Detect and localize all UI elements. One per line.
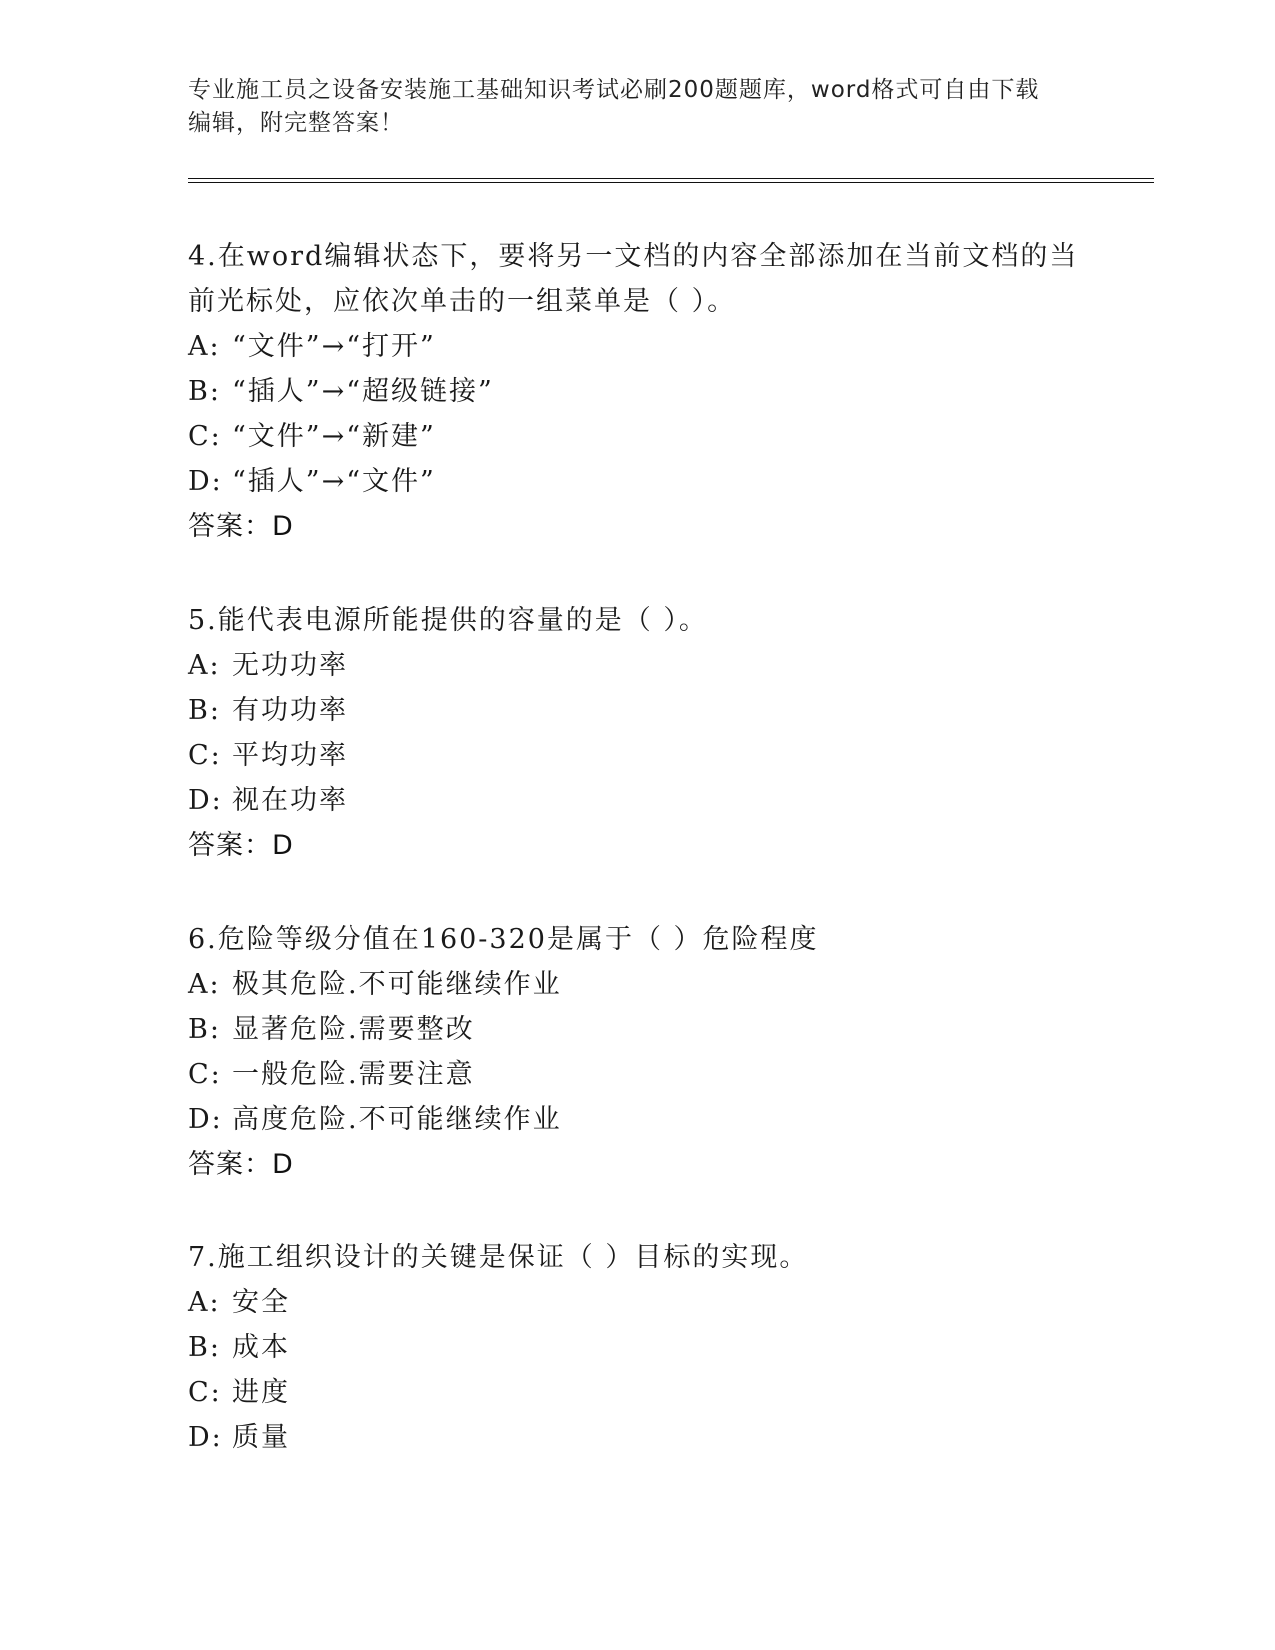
option-text: “文件”→“打开” (232, 331, 436, 362)
option-key: A: (188, 1287, 221, 1318)
option-key: B: (188, 1332, 221, 1363)
option-text: 质量 (232, 1422, 290, 1453)
option-text: 视在功率 (232, 785, 348, 816)
answer-line: 答案：D (188, 1149, 294, 1180)
option-key: D: (188, 785, 223, 816)
option-text: 安全 (232, 1287, 290, 1318)
option-a (188, 1280, 1088, 1325)
option-b (188, 1325, 1088, 1370)
option-text: 进度 (232, 1377, 290, 1408)
option-d (188, 1415, 1088, 1460)
header-divider-bottom (188, 182, 1154, 183)
option-key: B: (188, 1014, 221, 1045)
option-c (188, 1370, 1088, 1415)
option-b (188, 688, 1088, 733)
option-b (188, 1007, 1088, 1052)
option-key: D: (188, 466, 223, 497)
option-d (188, 778, 1088, 823)
option-text: 平均功率 (232, 740, 348, 771)
option-key: B: (188, 376, 221, 407)
option-key: A: (188, 650, 221, 681)
answer-line: 答案：D (188, 511, 294, 542)
question-6 (188, 917, 1088, 1188)
option-key: C: (188, 421, 222, 452)
option-text: 无功功率 (232, 650, 348, 681)
option-text: 有功功率 (232, 695, 348, 726)
option-c (188, 1052, 1088, 1097)
option-text: “插人”→“文件” (232, 466, 436, 497)
option-text: 显著危险.需要整改 (232, 1014, 475, 1045)
header-line-1: 专业施工员之设备安装施工基础知识考试必刷200题题库，word格式可自由下载 (188, 77, 1040, 103)
option-text: “插人”→“超级链接” (232, 376, 494, 407)
option-a (188, 643, 1088, 688)
question-7 (188, 1235, 1088, 1460)
option-text: 成本 (232, 1332, 290, 1363)
option-key: A: (188, 331, 221, 362)
answer-line: 答案：D (188, 830, 294, 861)
document-header (188, 74, 1088, 140)
question-stem: 6.危险等级分值在160-320是属于（ ）危险程度 (188, 924, 819, 955)
option-key: D: (188, 1104, 223, 1135)
question-stem: 7.施工组织设计的关键是保证（ ）目标的实现。 (188, 1242, 809, 1273)
option-key: C: (188, 740, 222, 771)
option-text: 一般危险.需要注意 (232, 1059, 475, 1090)
question-5 (188, 598, 1088, 869)
option-text: 高度危险.不可能继续作业 (232, 1104, 562, 1135)
option-b (188, 369, 1088, 414)
option-key: A: (188, 969, 221, 1000)
option-key: B: (188, 695, 221, 726)
option-text: “文件”→“新建” (232, 421, 436, 452)
question-4 (188, 234, 1088, 550)
header-line-2: 编辑，附完整答案！ (188, 110, 404, 136)
option-key: D: (188, 1422, 223, 1453)
question-stem-continued: 前光标处，应依次单击的一组菜单是（ ）。 (188, 286, 737, 317)
option-c (188, 733, 1088, 778)
option-c (188, 414, 1088, 459)
option-key: C: (188, 1059, 222, 1090)
header-divider-top (188, 178, 1154, 179)
option-d (188, 1097, 1088, 1142)
option-text: 极其危险.不可能继续作业 (232, 969, 562, 1000)
question-stem: 4.在word编辑状态下，要将另一文档的内容全部添加在当前文档的当 (188, 241, 1079, 272)
option-key: C: (188, 1377, 222, 1408)
option-d (188, 459, 1088, 504)
option-a (188, 324, 1088, 369)
option-a (188, 962, 1088, 1007)
question-stem: 5.能代表电源所能提供的容量的是（ ）。 (188, 605, 708, 636)
